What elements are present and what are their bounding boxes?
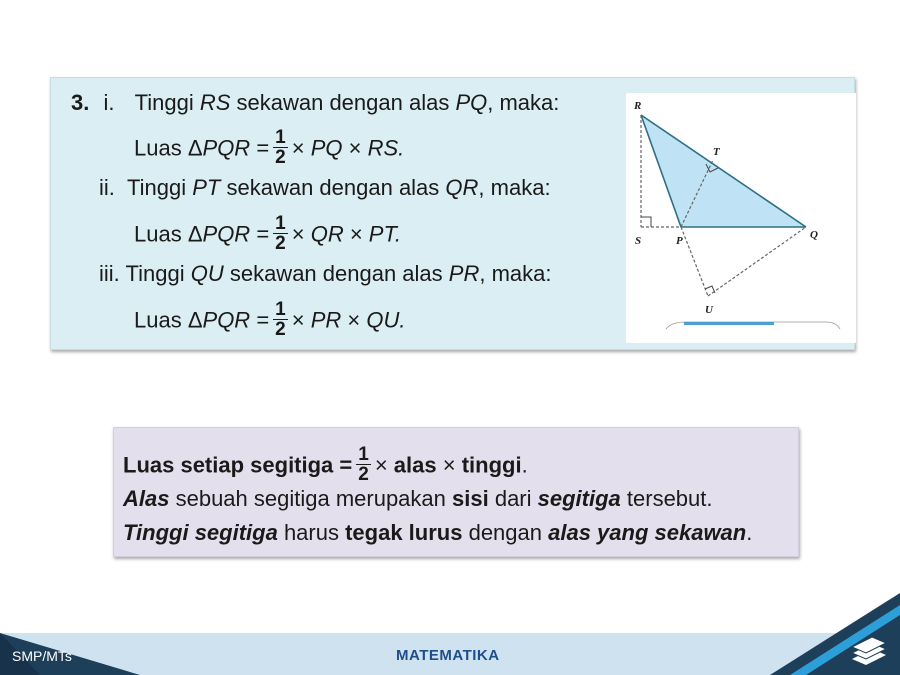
formula-3 [134, 299, 406, 341]
text: alas [393, 452, 437, 478]
text: = [250, 307, 270, 333]
decor-bar [684, 322, 774, 325]
var: QR [310, 221, 344, 247]
triangle-figure [626, 93, 856, 343]
school-level: SMP/MTs [12, 648, 72, 664]
var: PQR [202, 135, 251, 161]
label-R: R [634, 100, 642, 112]
denominator: 2 [275, 147, 286, 168]
summary-line-3 [123, 521, 752, 545]
text: × [436, 452, 462, 478]
text: dari [488, 486, 538, 511]
text: Luas Δ [134, 221, 203, 247]
fraction-half [273, 128, 288, 167]
label-S: S [635, 235, 642, 247]
var: PQ [455, 90, 488, 115]
label-U: U [705, 304, 713, 316]
fraction-half [273, 214, 288, 253]
text: Luas Δ [134, 135, 203, 161]
var: PT [192, 175, 221, 200]
text: sisi [452, 486, 489, 511]
text: = [250, 221, 270, 247]
numerator: 1 [275, 127, 286, 148]
text: Tinggi [134, 90, 200, 115]
var: PQR [202, 221, 251, 247]
label-P: P [676, 235, 683, 247]
text: Tinggi [125, 261, 191, 286]
text: tinggi [461, 452, 522, 478]
summary-line-2 [123, 487, 713, 511]
formula-2 [134, 213, 402, 255]
numerator: 1 [358, 444, 369, 465]
text: , maka: [487, 90, 560, 115]
text: Luas setiap segitiga = [123, 452, 353, 478]
text: × [341, 307, 367, 333]
label-Q: Q [810, 229, 818, 241]
summary-line-1 [123, 444, 528, 486]
text: harus [277, 520, 346, 545]
text: , maka: [478, 175, 551, 200]
text: sekawan dengan alas [223, 261, 449, 286]
text: × [291, 307, 311, 333]
statement-3 [99, 262, 551, 286]
text: × [291, 135, 311, 161]
text: Tinggi [127, 175, 193, 200]
text: alas yang sekawan [548, 520, 747, 545]
fraction-half [273, 300, 288, 339]
var: QU. [366, 307, 406, 333]
text: × [343, 221, 369, 247]
statement-1 [71, 91, 559, 115]
text: dengan [462, 520, 549, 545]
text: , maka: [479, 261, 552, 286]
numerator: 1 [275, 213, 286, 234]
formula-1 [134, 127, 405, 169]
denominator: 2 [275, 233, 286, 254]
var: QR [445, 175, 479, 200]
text: . [746, 520, 753, 545]
roman-i: i. [103, 90, 115, 115]
text: × [374, 452, 394, 478]
roman-ii: ii. [99, 175, 115, 200]
text: sekawan dengan alas [230, 90, 456, 115]
text: tersebut. [620, 486, 713, 511]
var: PR [448, 261, 480, 286]
explanation-box [50, 77, 855, 350]
summary-box [113, 427, 799, 557]
text: tegak lurus [345, 520, 463, 545]
text: = [250, 135, 270, 161]
var: RS [199, 90, 231, 115]
numerator: 1 [275, 299, 286, 320]
denominator: 2 [275, 319, 286, 340]
text: × [291, 221, 311, 247]
denominator: 2 [358, 464, 369, 485]
text: Alas [123, 486, 170, 511]
var: PR [310, 307, 342, 333]
var: PQR [202, 307, 251, 333]
var: PQ [310, 135, 343, 161]
var: PT. [368, 221, 402, 247]
subject-title: MATEMATIKA [396, 647, 500, 664]
label-T: T [713, 146, 720, 158]
roman-iii: iii. [99, 261, 120, 286]
text: Luas Δ [134, 307, 203, 333]
text: × [342, 135, 368, 161]
text: Tinggi segitiga [123, 520, 278, 545]
var: RS. [367, 135, 405, 161]
text: segitiga [537, 486, 621, 511]
statement-2 [99, 176, 551, 200]
text: . [521, 452, 528, 478]
footer-right-wedge [770, 593, 900, 675]
var: QU [190, 261, 224, 286]
item-number: 3. [71, 90, 90, 115]
fraction-half [356, 445, 371, 484]
text: sekawan dengan alas [220, 175, 446, 200]
text: sebuah segitiga merupakan [169, 486, 453, 511]
